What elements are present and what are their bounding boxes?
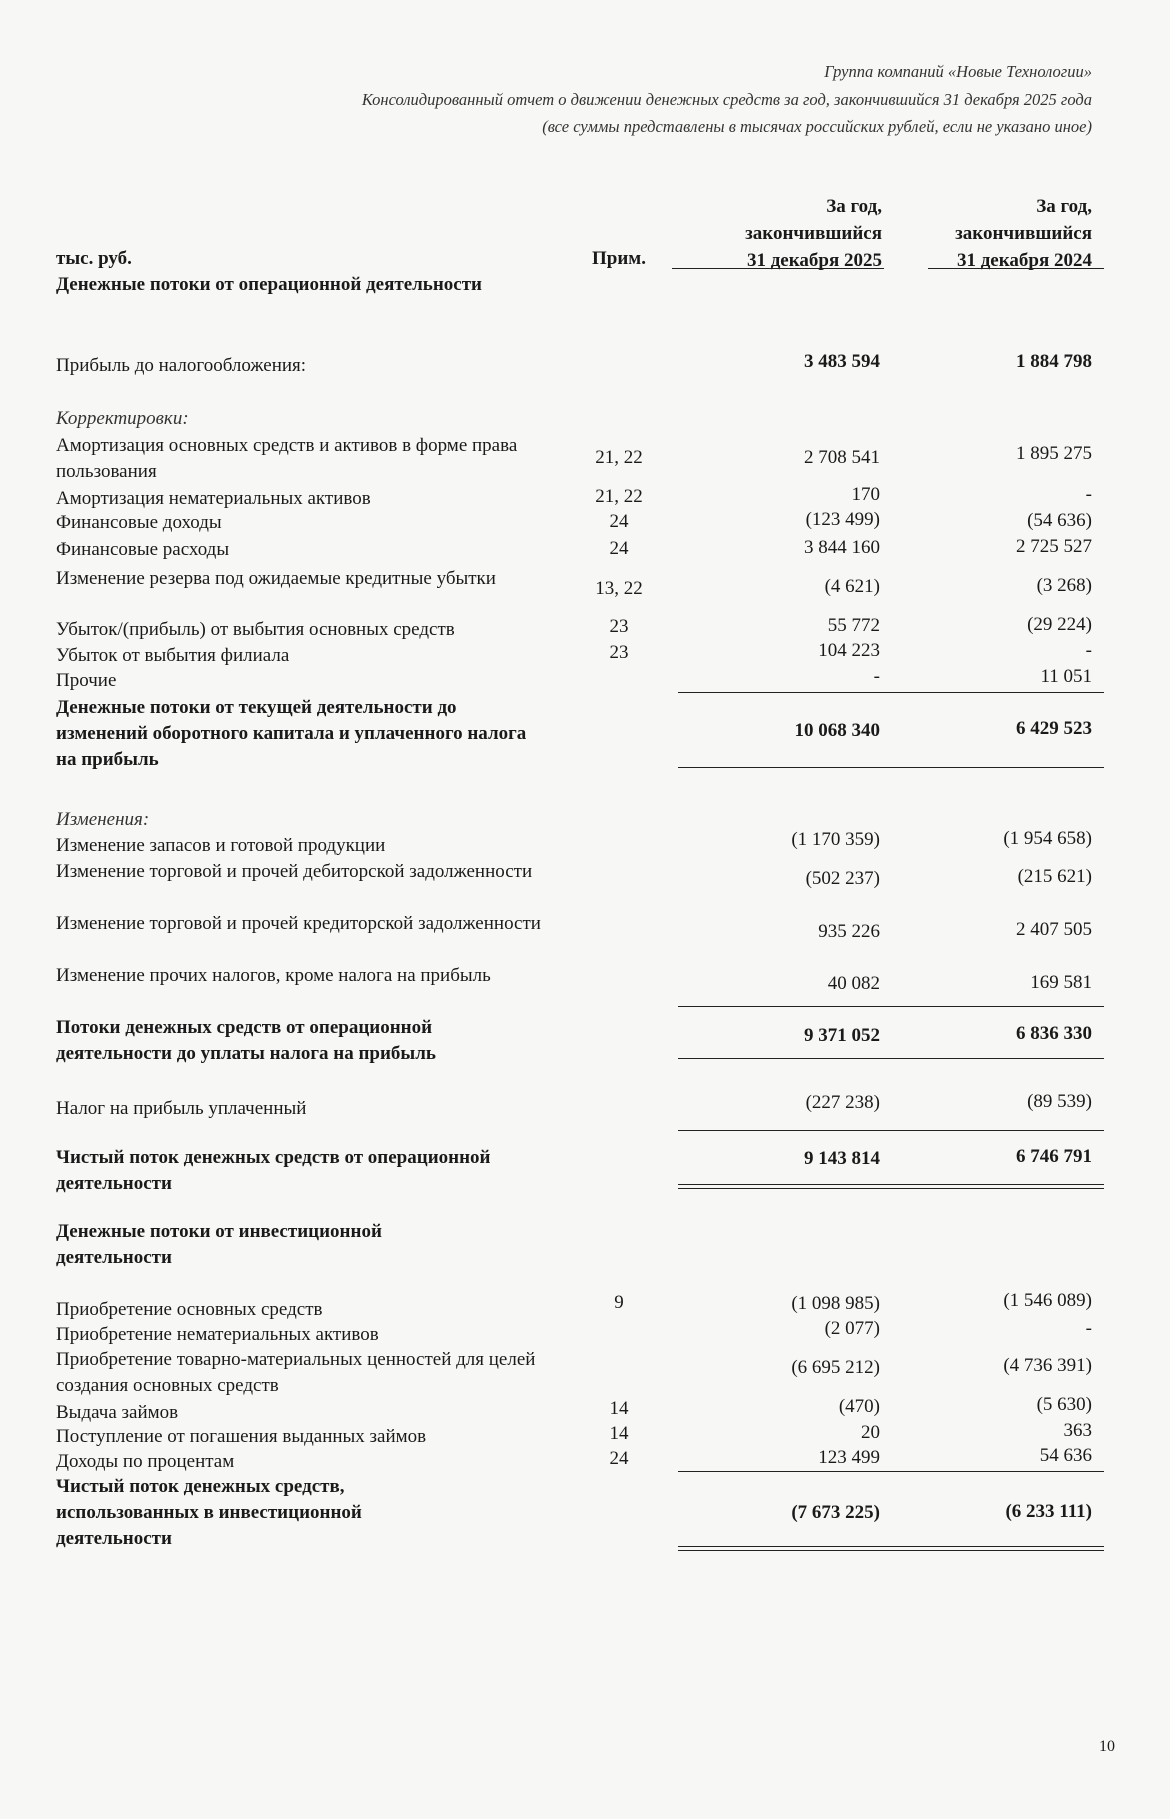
total-double-rule <box>678 1546 1104 1547</box>
value-2024: 363 <box>1063 1420 1092 1441</box>
row-note: 21, 22 <box>595 447 643 468</box>
value-2025: 9 371 052 <box>804 1025 880 1046</box>
row-label: Изменение торговой и прочей дебиторской задолженности <box>56 861 533 882</box>
value-2024: (6 233 111) <box>1005 1501 1092 1522</box>
section-heading-investing: Денежные потоки от инвестиционной деятельности <box>56 1221 382 1268</box>
report-title: Консолидированный отчет о движении денежных средств за год, закончившийся 31 декабря 2025 года <box>361 90 1092 109</box>
row-note: 24 <box>609 538 629 559</box>
note-column-header: Прим. <box>592 248 646 269</box>
value-2025: (1 170 359) <box>791 829 880 850</box>
row-label: Амортизация нематериальных активов <box>56 488 371 509</box>
row-label: Выдача займов <box>56 1402 179 1423</box>
row-label: Финансовые доходы <box>56 512 222 533</box>
subtotal-rule <box>678 767 1104 768</box>
value-2024: - <box>1085 1318 1092 1339</box>
current-header-line: закончившийся <box>745 223 882 244</box>
section-heading-operating: Денежные потоки от операционной деятельности <box>56 274 483 295</box>
row-label: Налог на прибыль уплаченный <box>56 1098 307 1119</box>
value-2025: 3 483 594 <box>804 351 880 372</box>
row-label: Изменение запасов и готовой продукции <box>56 835 386 856</box>
header-underline <box>672 268 884 269</box>
row-note: 14 <box>609 1423 629 1444</box>
value-2025: (2 077) <box>824 1318 880 1339</box>
row-note: 13, 22 <box>595 578 643 599</box>
previous-header-line: За год, <box>1036 196 1092 217</box>
total-double-rule <box>678 1184 1104 1185</box>
value-2024: 1 895 275 <box>1016 443 1092 464</box>
value-2024: (89 539) <box>1027 1091 1092 1112</box>
value-2025: 123 499 <box>818 1447 880 1468</box>
subtotal-label: Потоки денежных средств от операционной деятельности до уплаты налога на прибыль <box>56 1017 436 1064</box>
row-label: Приобретение товарно-материальных ценностей для целей создания основных средств <box>56 1349 536 1396</box>
value-2024: 2 407 505 <box>1016 919 1092 940</box>
row-label: Изменение торговой и прочей кредиторской задолженности <box>56 913 541 934</box>
subtotal-label: Денежные потоки от текущей деятельности до изменений оборотного капитала и уплаченного налога на прибыль <box>56 697 527 770</box>
row-label: Приобретение основных средств <box>56 1299 323 1320</box>
value-2025: - <box>873 666 880 687</box>
row-label: Убыток от выбытия филиала <box>56 645 290 666</box>
row-label: Поступление от погашения выданных займов <box>56 1426 427 1447</box>
subtotal-rule <box>678 692 1104 693</box>
value-2024: (1 546 089) <box>1003 1290 1092 1311</box>
value-2025: 55 772 <box>827 615 880 636</box>
subsection-changes: Изменения: <box>56 809 150 830</box>
row-note: 24 <box>609 511 629 532</box>
value-2024: 1 884 798 <box>1016 351 1092 372</box>
value-2024: (4 736 391) <box>1003 1355 1092 1376</box>
units-note: (все суммы представлены в тысячах российских рублей, если не указано иное) <box>542 117 1092 136</box>
row-note: 23 <box>609 616 629 637</box>
value-2025: (470) <box>838 1396 880 1417</box>
value-2025: (1 098 985) <box>791 1293 880 1314</box>
value-2025: 104 223 <box>818 640 880 661</box>
value-2025: 3 844 160 <box>804 537 880 558</box>
value-2025: 2 708 541 <box>804 447 880 468</box>
previous-header-line: 31 декабря 2024 <box>956 250 1092 271</box>
value-2025: (502 237) <box>805 868 880 889</box>
company-name: Группа компаний «Новые Технологии» <box>824 62 1092 81</box>
value-2024: (3 268) <box>1036 575 1092 596</box>
value-2024: (215 621) <box>1017 866 1092 887</box>
row-label: Амортизация основных средств и активов в форме права пользования <box>56 435 518 482</box>
row-note: 14 <box>609 1398 629 1419</box>
subtotal-rule <box>678 1058 1104 1059</box>
current-header-line: За год, <box>826 196 882 217</box>
value-2024: 11 051 <box>1040 666 1092 687</box>
row-note: 24 <box>609 1448 629 1469</box>
value-2025: 40 082 <box>827 973 880 994</box>
row-label: Приобретение нематериальных активов <box>56 1324 379 1345</box>
subtotal-rule <box>678 1006 1104 1007</box>
total-label: Чистый поток денежных средств, использованных в инвестиционной деятельности <box>56 1476 362 1549</box>
value-2025: (123 499) <box>805 509 880 530</box>
subsection-adjustments: Корректировки: <box>56 408 189 429</box>
row-label: Прочие <box>56 670 117 691</box>
value-2024: (29 224) <box>1027 614 1092 635</box>
row-note: 21, 22 <box>595 486 643 507</box>
subtotal-rule <box>678 1130 1104 1131</box>
value-2024: 2 725 527 <box>1016 536 1092 557</box>
value-2024: (54 636) <box>1027 510 1092 531</box>
unit-label: тыс. руб. <box>56 248 132 269</box>
value-2024: (1 954 658) <box>1003 828 1092 849</box>
value-2024: - <box>1085 484 1092 505</box>
current-header-line: 31 декабря 2025 <box>746 250 882 271</box>
value-2025: 170 <box>851 484 880 505</box>
previous-header-line: закончившийся <box>955 223 1092 244</box>
row-label: Изменение резерва под ожидаемые кредитные убытки <box>56 568 496 589</box>
row-note: 23 <box>609 642 629 663</box>
row-label: Убыток/(прибыль) от выбытия основных средств <box>56 619 455 640</box>
value-2024: (5 630) <box>1036 1394 1092 1415</box>
value-2024: - <box>1085 640 1092 661</box>
value-2025: (227 238) <box>805 1092 880 1113</box>
total-double-rule <box>678 1550 1104 1551</box>
row-label: Доходы по процентам <box>56 1451 235 1472</box>
value-2024: 169 581 <box>1030 972 1092 993</box>
value-2025: 20 <box>861 1422 880 1443</box>
value-2025: 9 143 814 <box>804 1148 880 1169</box>
page-number: 10 <box>1099 1738 1115 1755</box>
value-2025: (7 673 225) <box>791 1502 880 1523</box>
row-note: 9 <box>614 1292 624 1313</box>
value-2024: 6 746 791 <box>1016 1146 1092 1167</box>
value-2024: 6 429 523 <box>1016 718 1092 739</box>
value-2025: (4 621) <box>824 576 880 597</box>
row-label: Изменение прочих налогов, кроме налога на прибыль <box>56 965 491 986</box>
value-2024: 6 836 330 <box>1016 1023 1092 1044</box>
row-label: Прибыль до налогообложения: <box>56 355 307 376</box>
value-2024: 54 636 <box>1039 1445 1092 1466</box>
row-label: Финансовые расходы <box>56 539 230 560</box>
header-underline <box>928 268 1104 269</box>
value-2025: 10 068 340 <box>794 720 880 741</box>
value-2025: 935 226 <box>818 921 880 942</box>
previous-year-header <box>892 193 1092 274</box>
current-year-header <box>662 193 882 274</box>
subtotal-rule <box>678 1471 1104 1472</box>
value-2025: (6 695 212) <box>791 1357 880 1378</box>
total-label: Чистый поток денежных средств от операционной деятельности <box>56 1147 491 1194</box>
total-double-rule <box>678 1188 1104 1189</box>
